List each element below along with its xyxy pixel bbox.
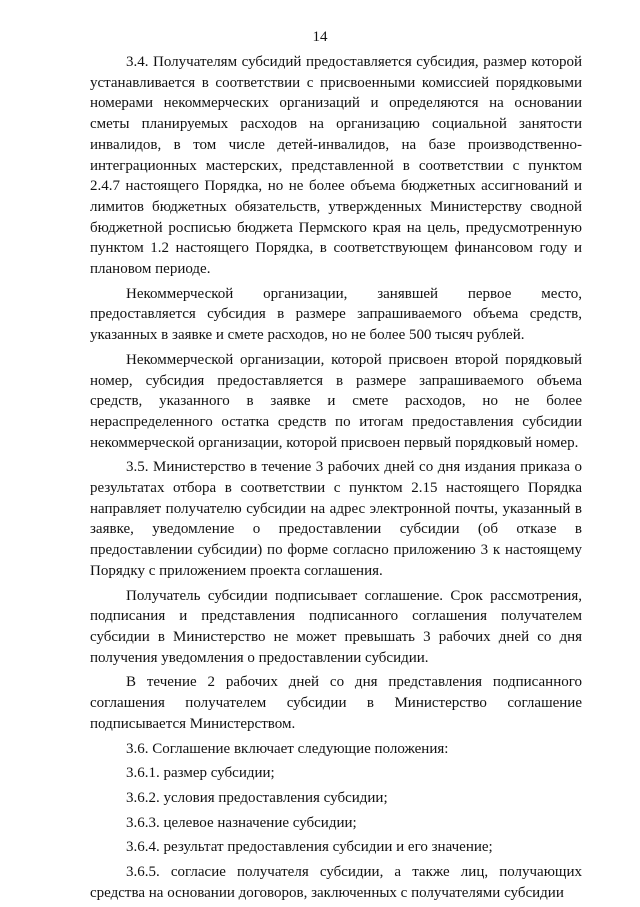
- paragraph-3-6-1: 3.6.1. размер субсидии;: [126, 765, 275, 782]
- paragraph-3-6-2: 3.6.2. условия предоставления субсидии;: [126, 789, 388, 806]
- paragraph-first-place: Некоммерческой организации, занявшей первое место, предоставляется субсидия в размере запрашиваемого объема средств, указанных в заявке и смете расходов, но не более 500 тысяч рублей.: [90, 285, 582, 344]
- paragraph-signing: Получатель субсидии подписывает соглашение. Срок рассмотрения, подписания и представления подписанного соглашения получателем субсидии в Министерство не может превышать 3 рабочих дней со дня получения уведомления о предоставлении субсидии.: [90, 587, 582, 666]
- paragraph-3-4: 3.4. Получателям субсидий предоставляется субсидия, размер которой устанавливается в соответствии с присвоенными комиссией порядковыми номерами некоммерческих организаций и определяются на основании сметы планируемых расходов на организацию социальной занятости инвалидов, в том числе детей-инвалидов, на базе производственно-интеграционных мастерских, представленной в соответствии с пунктом 2.4.7 настоящего Порядка, но не более объема бюджетных ассигнований и лимитов бюджетных обязательств, утвержденных Министерству сводной бюджетной росписью бюджета Пермского края на цель, предусмотренную пунктом 1.2 настоящего Порядка, в соответствующем финансовом году и плановом периоде.: [90, 54, 582, 278]
- page-number: 14: [312, 29, 328, 45]
- paragraph-ministry-signing: В течение 2 рабочих дней со дня представления подписанного соглашения получателем субсидии в Министерство соглашение подписывается Министерством.: [90, 674, 582, 732]
- paragraph-3-6-4: 3.6.4. результат предоставления субсидии и его значение;: [126, 839, 493, 856]
- paragraph-3-5: 3.5. Министерство в течение 3 рабочих дней со дня издания приказа о результатах отбора в соответствии с пунктом 2.15 настоящего Порядка направляет получателю субсидии на адрес электронной почты, указанный в заявке, уведомление о предоставлении субсидии (об отказе в предоставлении субсидии) по форме согласно приложению 3 к настоящему Порядку с приложением проекта соглашения.: [90, 459, 582, 579]
- document-body: [90, 52, 582, 907]
- paragraph-3-6-5: 3.6.5. согласие получателя субсидии, а также лиц, получающих средства на основании договоров, заключенных с получателями субсидии: [90, 864, 582, 901]
- paragraph-3-6-3: 3.6.3. целевое назначение субсидии;: [126, 814, 357, 831]
- paragraph-second-place: Некоммерческой организации, которой присвоен второй порядковый номер, субсидия предоставляется в размере запрашиваемого объема средств, указанного в заявке и смете расходов, но не более нераспределенного остатка средств по итогам предоставления субсидии некоммерческой организации, которой присвоен первый порядковый номер.: [90, 351, 582, 451]
- paragraph-3-6: 3.6. Соглашение включает следующие положения:: [126, 740, 449, 757]
